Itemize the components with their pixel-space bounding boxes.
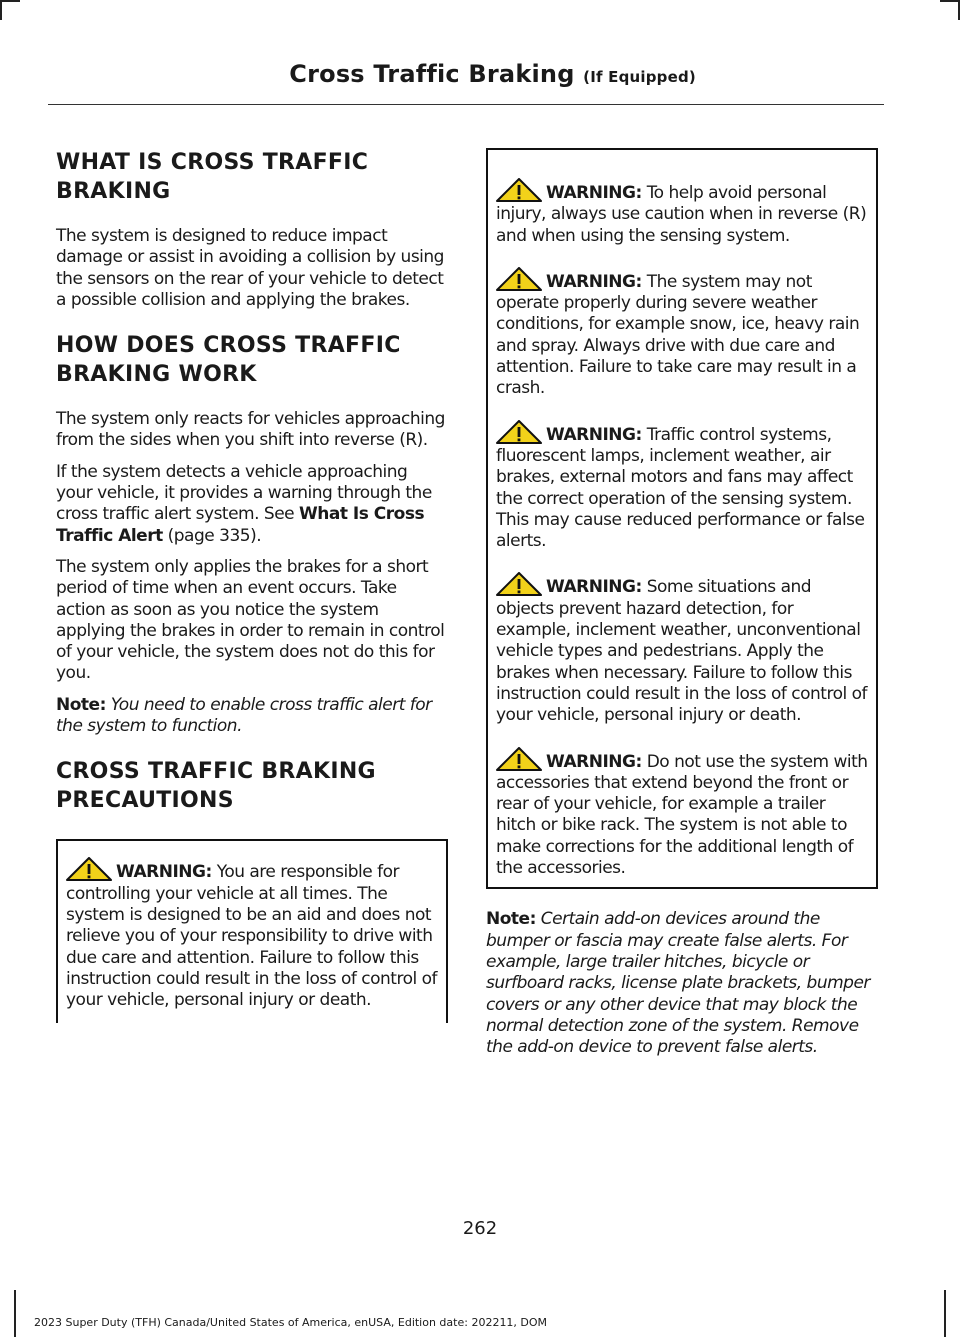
- crop-mark-bottom-right: [944, 1290, 946, 1337]
- warning-label: WARNING:: [546, 271, 642, 292]
- warning-box-right: [486, 148, 878, 889]
- page-number: 262: [462, 1218, 498, 1239]
- footer-edition: 2023 Super Duty (TFH) Canada/United States of America, enUSA, Edition date: 202211, DOM: [34, 1316, 548, 1329]
- warning-label: WARNING:: [546, 424, 642, 445]
- warning-text: The system may not operate properly during severe weather conditions, for example snow, ice, heavy rain and spray. Always drive with due care and attention. Failure to take care may result in a crash.: [496, 271, 860, 399]
- note-text: You need to enable cross traffic alert for the system to function.: [56, 694, 432, 737]
- header-title-suffix: (If Equipped): [583, 68, 696, 86]
- crop-mark-top-left-h: [0, 0, 20, 2]
- page-header-title: [289, 60, 696, 88]
- warning-item: [66, 857, 438, 1011]
- crop-mark-bottom-left: [14, 1290, 16, 1337]
- detects-text: If the system detects a vehicle approaching your vehicle, it provides a warning through the cross traffic alert system. See: [56, 461, 432, 525]
- note-label: Note:: [56, 694, 106, 715]
- warning-item: [496, 178, 868, 247]
- warning-box-left: [56, 839, 448, 1023]
- warning-item: [496, 747, 868, 880]
- header-rule: [48, 104, 884, 105]
- warning-item: [496, 572, 868, 726]
- note-add-on-devices: [486, 909, 878, 1058]
- warning-triangle-icon: [66, 857, 112, 881]
- right-column: [486, 148, 878, 1068]
- paragraph-applies-brakes: The system only applies the brakes for a short period of time when an event occurs. Take action as soon as you notice the system applying the brakes in order to remain in control of your vehicle, the system does not do this for you.: [56, 556, 445, 684]
- warning-label: WARNING:: [546, 577, 642, 598]
- left-column: [56, 148, 448, 1023]
- crop-mark-top-left: [0, 0, 2, 20]
- paragraph-detects: [56, 462, 448, 547]
- warning-item: [496, 420, 868, 553]
- warning-item: [496, 267, 868, 400]
- section-heading-how-does: HOW DOES CROSS TRAFFIC BRAKING WORK: [56, 333, 401, 388]
- warning-label: WARNING:: [116, 862, 212, 883]
- warning-triangle-icon: [496, 572, 542, 596]
- warning-text: Some situations and objects prevent hazard detection, for example, inclement weather, unconventional vehicle types and pedestrians. Apply the brakes when necessary. Failure to follow this instruction could result in the loss of control of your vehicle, personal injury or death.: [496, 577, 867, 726]
- warning-text: Do not use the system with accessories that extend beyond the front or rear of your vehicle, for example a trailer hitch or bike rack. The system is not able to make corrections for the additional length of the accessories.: [496, 751, 868, 879]
- header-title-text: Cross Traffic Braking: [289, 60, 575, 88]
- paragraph-what-is: The system is designed to reduce impact damage or assist in avoiding a collision by using the sensors on the rear of your vehicle to detect a possible collision and applying the brakes.: [56, 226, 444, 310]
- crop-mark-top-right-h: [940, 0, 960, 2]
- cross-reference-link[interactable]: What Is Cross Traffic Alert: [56, 504, 425, 546]
- note-enable: [56, 695, 448, 738]
- warning-triangle-icon: [496, 267, 542, 291]
- warning-label: WARNING:: [546, 183, 642, 203]
- warning-text: Traffic control systems, fluorescent lamps, inclement weather, air brakes, external motors and fans may affect the correct operation of the sensing system. This may cause reduced performance or false alerts.: [496, 424, 865, 552]
- section-heading-precautions: CROSS TRAFFIC BRAKING PRECAUTIONS: [56, 759, 376, 814]
- warning-triangle-icon: [496, 178, 542, 202]
- warning-triangle-icon: [496, 420, 542, 444]
- note-label: Note:: [486, 909, 536, 930]
- warning-text: You are responsible for controlling your vehicle at all times. The system is designed to be an aid and does not relieve you of your responsibility to drive with due care and attention. Failure to follow this instruction could result in the loss of control of your vehicle, personal injury or death.: [66, 862, 437, 1011]
- section-heading-what-is: WHAT IS CROSS TRAFFIC BRAKING: [56, 150, 369, 204]
- warning-text: To help avoid personal injury, always use caution when in reverse (R) and when using the sensing system.: [496, 183, 867, 246]
- note-text: Certain add-on devices around the bumper or fascia may create false alerts. For example, large trailer hitches, bicycle or surfboard racks, license plate brackets, bumper covers or any other device that may block the normal detection zone of the system. Remove the add-on device to prevent false alerts.: [486, 909, 870, 1058]
- paragraph-reacts: The system only reacts for vehicles approaching from the sides when you shift into reverse (R).: [56, 409, 445, 451]
- warning-label: WARNING:: [546, 751, 642, 772]
- page-reference: (page 335).: [162, 525, 262, 546]
- warning-triangle-icon: [496, 747, 542, 771]
